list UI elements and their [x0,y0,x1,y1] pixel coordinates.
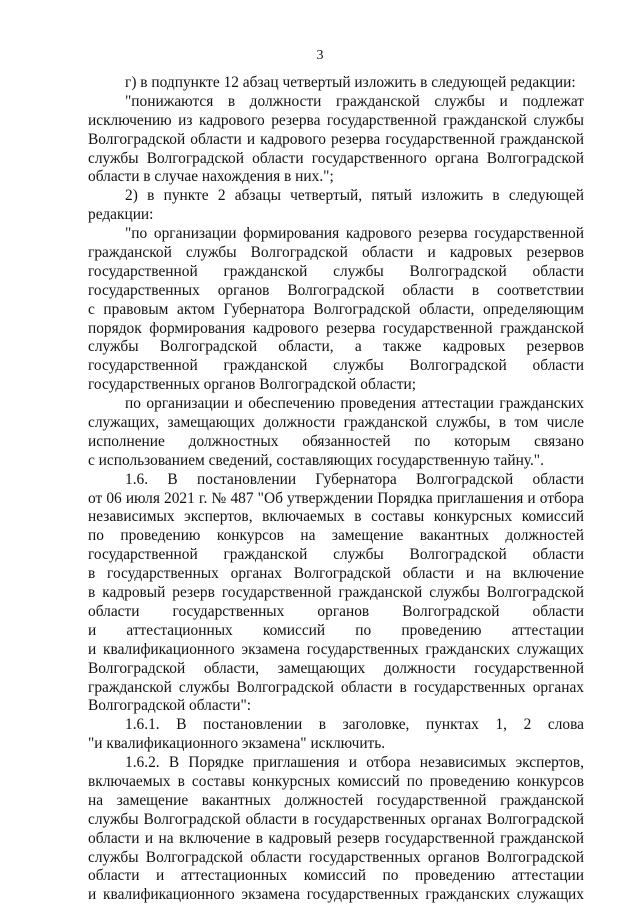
text-line: включаемых в составы конкурсных комиссий по проведению конкурсов [88,772,584,790]
text-line: государственных органов Волгоградской области в соответствии [88,281,584,299]
text-line: служащих, замещающих должности гражданской службы, в том числе [88,414,584,432]
text-line: 2) в пункте 2 абзацы четвертый, пятый изложить в следующей [125,187,584,205]
text-line: "и квалификационного экзамена" исключить. [88,735,386,753]
text-line: области государственных органов Волгоградской области [88,602,584,620]
text-line: государственной гражданской службы Волгоградской области [88,357,584,375]
text-line: области и на включение в кадровый резерв государственной гражданской [88,829,584,847]
text-line: гражданской службы Волгоградской области в государственных органах [88,678,584,696]
text-line: государственных органов Волгоградской области; [88,376,416,394]
text-line: 1.6.1. В постановлении в заголовке, пунктах 1, 2 слова [125,716,584,734]
text-line: области и аттестационных комиссий по проведению аттестации [88,867,584,885]
text-line: г) в подпункте 12 абзац четвертый изложить в следующей редакции: [125,74,576,91]
page-number: 3 [316,48,324,63]
text-line: от 06 июля 2021 г. № 487 "Об утверждении Порядка приглашения и отбора [88,489,584,507]
text-line: на замещение вакантных должностей государственной гражданской [88,791,584,809]
text-line: независимых экспертов, включаемых в составы конкурсных комиссий [88,508,584,526]
text-line: редакции: [88,206,154,224]
text-line: по организации и обеспечению проведения аттестации гражданских [125,395,584,413]
text-line: и аттестационных комиссий по проведению аттестации [88,621,584,639]
text-line: Волгоградской области, замещающих должности государственной [88,659,584,677]
text-line: порядок формирования кадрового резерва государственной гражданской [88,319,584,337]
text-line: службы Волгоградской области в государственных органах Волгоградской [88,810,584,828]
text-line: службы Волгоградской области, а также кадровых резервов [88,338,584,356]
text-line: области в случае нахождения в них."; [88,168,334,186]
text-line: с использованием сведений, составляющих государственную тайну.". [88,451,544,469]
text-line: Волгоградской области и кадрового резерва государственной гражданской [88,130,584,148]
text-line: и квалификационного экзамена государственных гражданских служащих [88,886,584,904]
text-line: 1.6. В постановлении Губернатора Волгоградской области [125,470,584,488]
text-line: и квалификационного экзамена государственных гражданских служащих [88,640,584,658]
text-line: "понижаются в должности гражданской службы и подлежат [125,92,584,110]
text-line: исполнение должностных обязанностей по которым связано [88,432,584,450]
text-line: службы Волгоградской области государственного органа Волгоградской [88,149,584,167]
text-line: по проведению конкурсов на замещение вакантных должностей [88,527,584,545]
text-line: Волгоградской области": [88,697,252,715]
text-line: в государственных органах Волгоградской области и на включение [88,565,584,583]
document-body [88,74,584,905]
text-line: 1.6.2. В Порядке приглашения и отбора независимых экспертов, [125,754,584,772]
text-line: исключению из кадрового резерва государственной гражданской службы [88,111,584,129]
text-line: гражданской службы Волгоградской области и кадровых резервов [88,244,584,262]
text-line: государственной гражданской службы Волгоградской области [88,262,584,280]
text-line: службы Волгоградской области государственных органов Волгоградской [88,848,584,866]
text-line: с правовым актом Губернатора Волгоградской области, определяющим [88,300,584,318]
text-line: "по организации формирования кадрового резерва государственной [125,225,584,243]
text-line: государственной гражданской службы Волгоградской области [88,546,584,564]
text-line: в кадровый резерв государственной гражданской службы Волгоградской [88,584,584,602]
